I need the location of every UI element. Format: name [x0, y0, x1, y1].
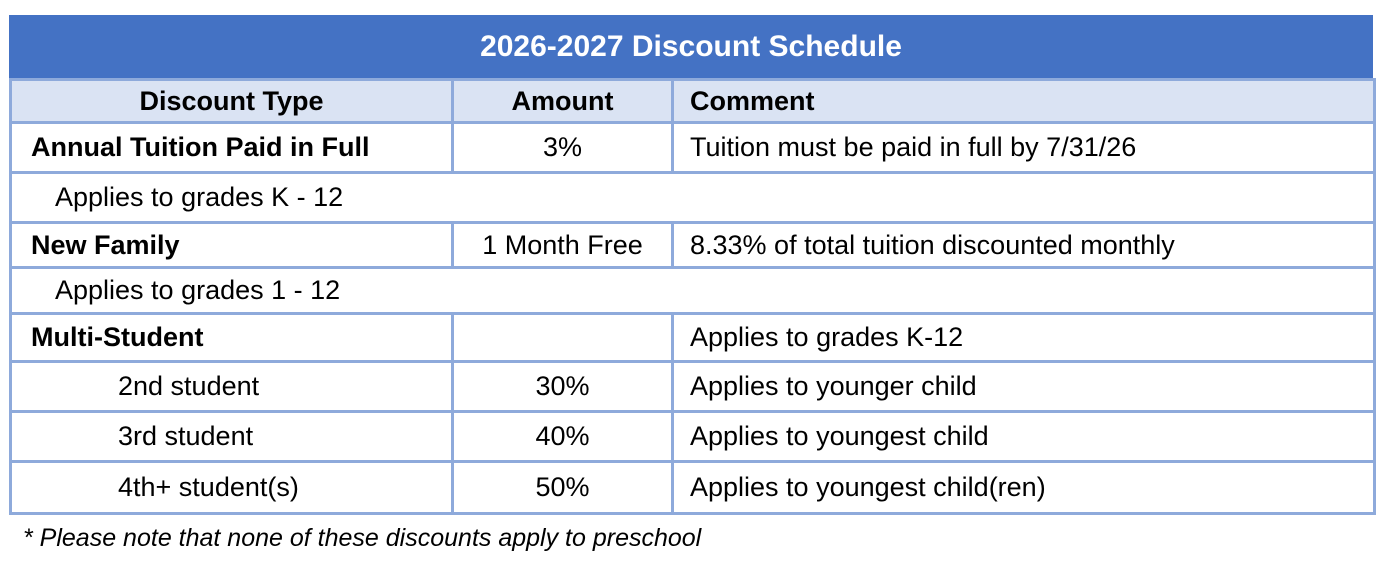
comment-cell: Tuition must be paid in full by 7/31/26: [673, 123, 1375, 173]
table-row: [11, 173, 1375, 223]
comment-cell: Applies to grades K-12: [673, 314, 1375, 362]
amount-cell: 50%: [453, 462, 673, 514]
amount-cell: 30%: [453, 362, 673, 412]
grade-note-cell: Applies to grades 1 - 12: [11, 268, 1375, 314]
discount-type-cell: 3rd student: [11, 412, 453, 462]
comment-cell: Applies to youngest child: [673, 412, 1375, 462]
header-discount-type: Discount Type: [11, 80, 453, 123]
table-row: [11, 462, 1375, 514]
grade-note-cell: Applies to grades K - 12: [11, 173, 1375, 223]
header-amount: Amount: [453, 80, 673, 123]
discount-type-cell: Multi-Student: [11, 314, 453, 362]
table-row: [11, 314, 1375, 362]
amount-cell: 3%: [453, 123, 673, 173]
table-row: [11, 268, 1375, 314]
table-row: [11, 123, 1375, 173]
discount-schedule: [9, 15, 1373, 515]
discount-type-cell: Annual Tuition Paid in Full: [11, 123, 453, 173]
table-row: [11, 223, 1375, 268]
comment-cell: 8.33% of total tuition discounted monthly: [673, 223, 1375, 268]
comment-cell: Applies to youngest child(ren): [673, 462, 1375, 514]
table-title: 2026-2027 Discount Schedule: [9, 15, 1373, 78]
header-comment: Comment: [673, 80, 1375, 123]
table-row: [11, 362, 1375, 412]
table-row: [11, 412, 1375, 462]
discount-type-cell: 2nd student: [11, 362, 453, 412]
comment-cell: Applies to younger child: [673, 362, 1375, 412]
discount-type-cell: 4th+ student(s): [11, 462, 453, 514]
amount-cell: [453, 314, 673, 362]
amount-cell: 1 Month Free: [453, 223, 673, 268]
discount-table: [9, 78, 1376, 515]
amount-cell: 40%: [453, 412, 673, 462]
footnote: * Please note that none of these discounts apply to preschool: [23, 524, 702, 552]
header-row: [11, 80, 1375, 123]
discount-type-cell: New Family: [11, 223, 453, 268]
